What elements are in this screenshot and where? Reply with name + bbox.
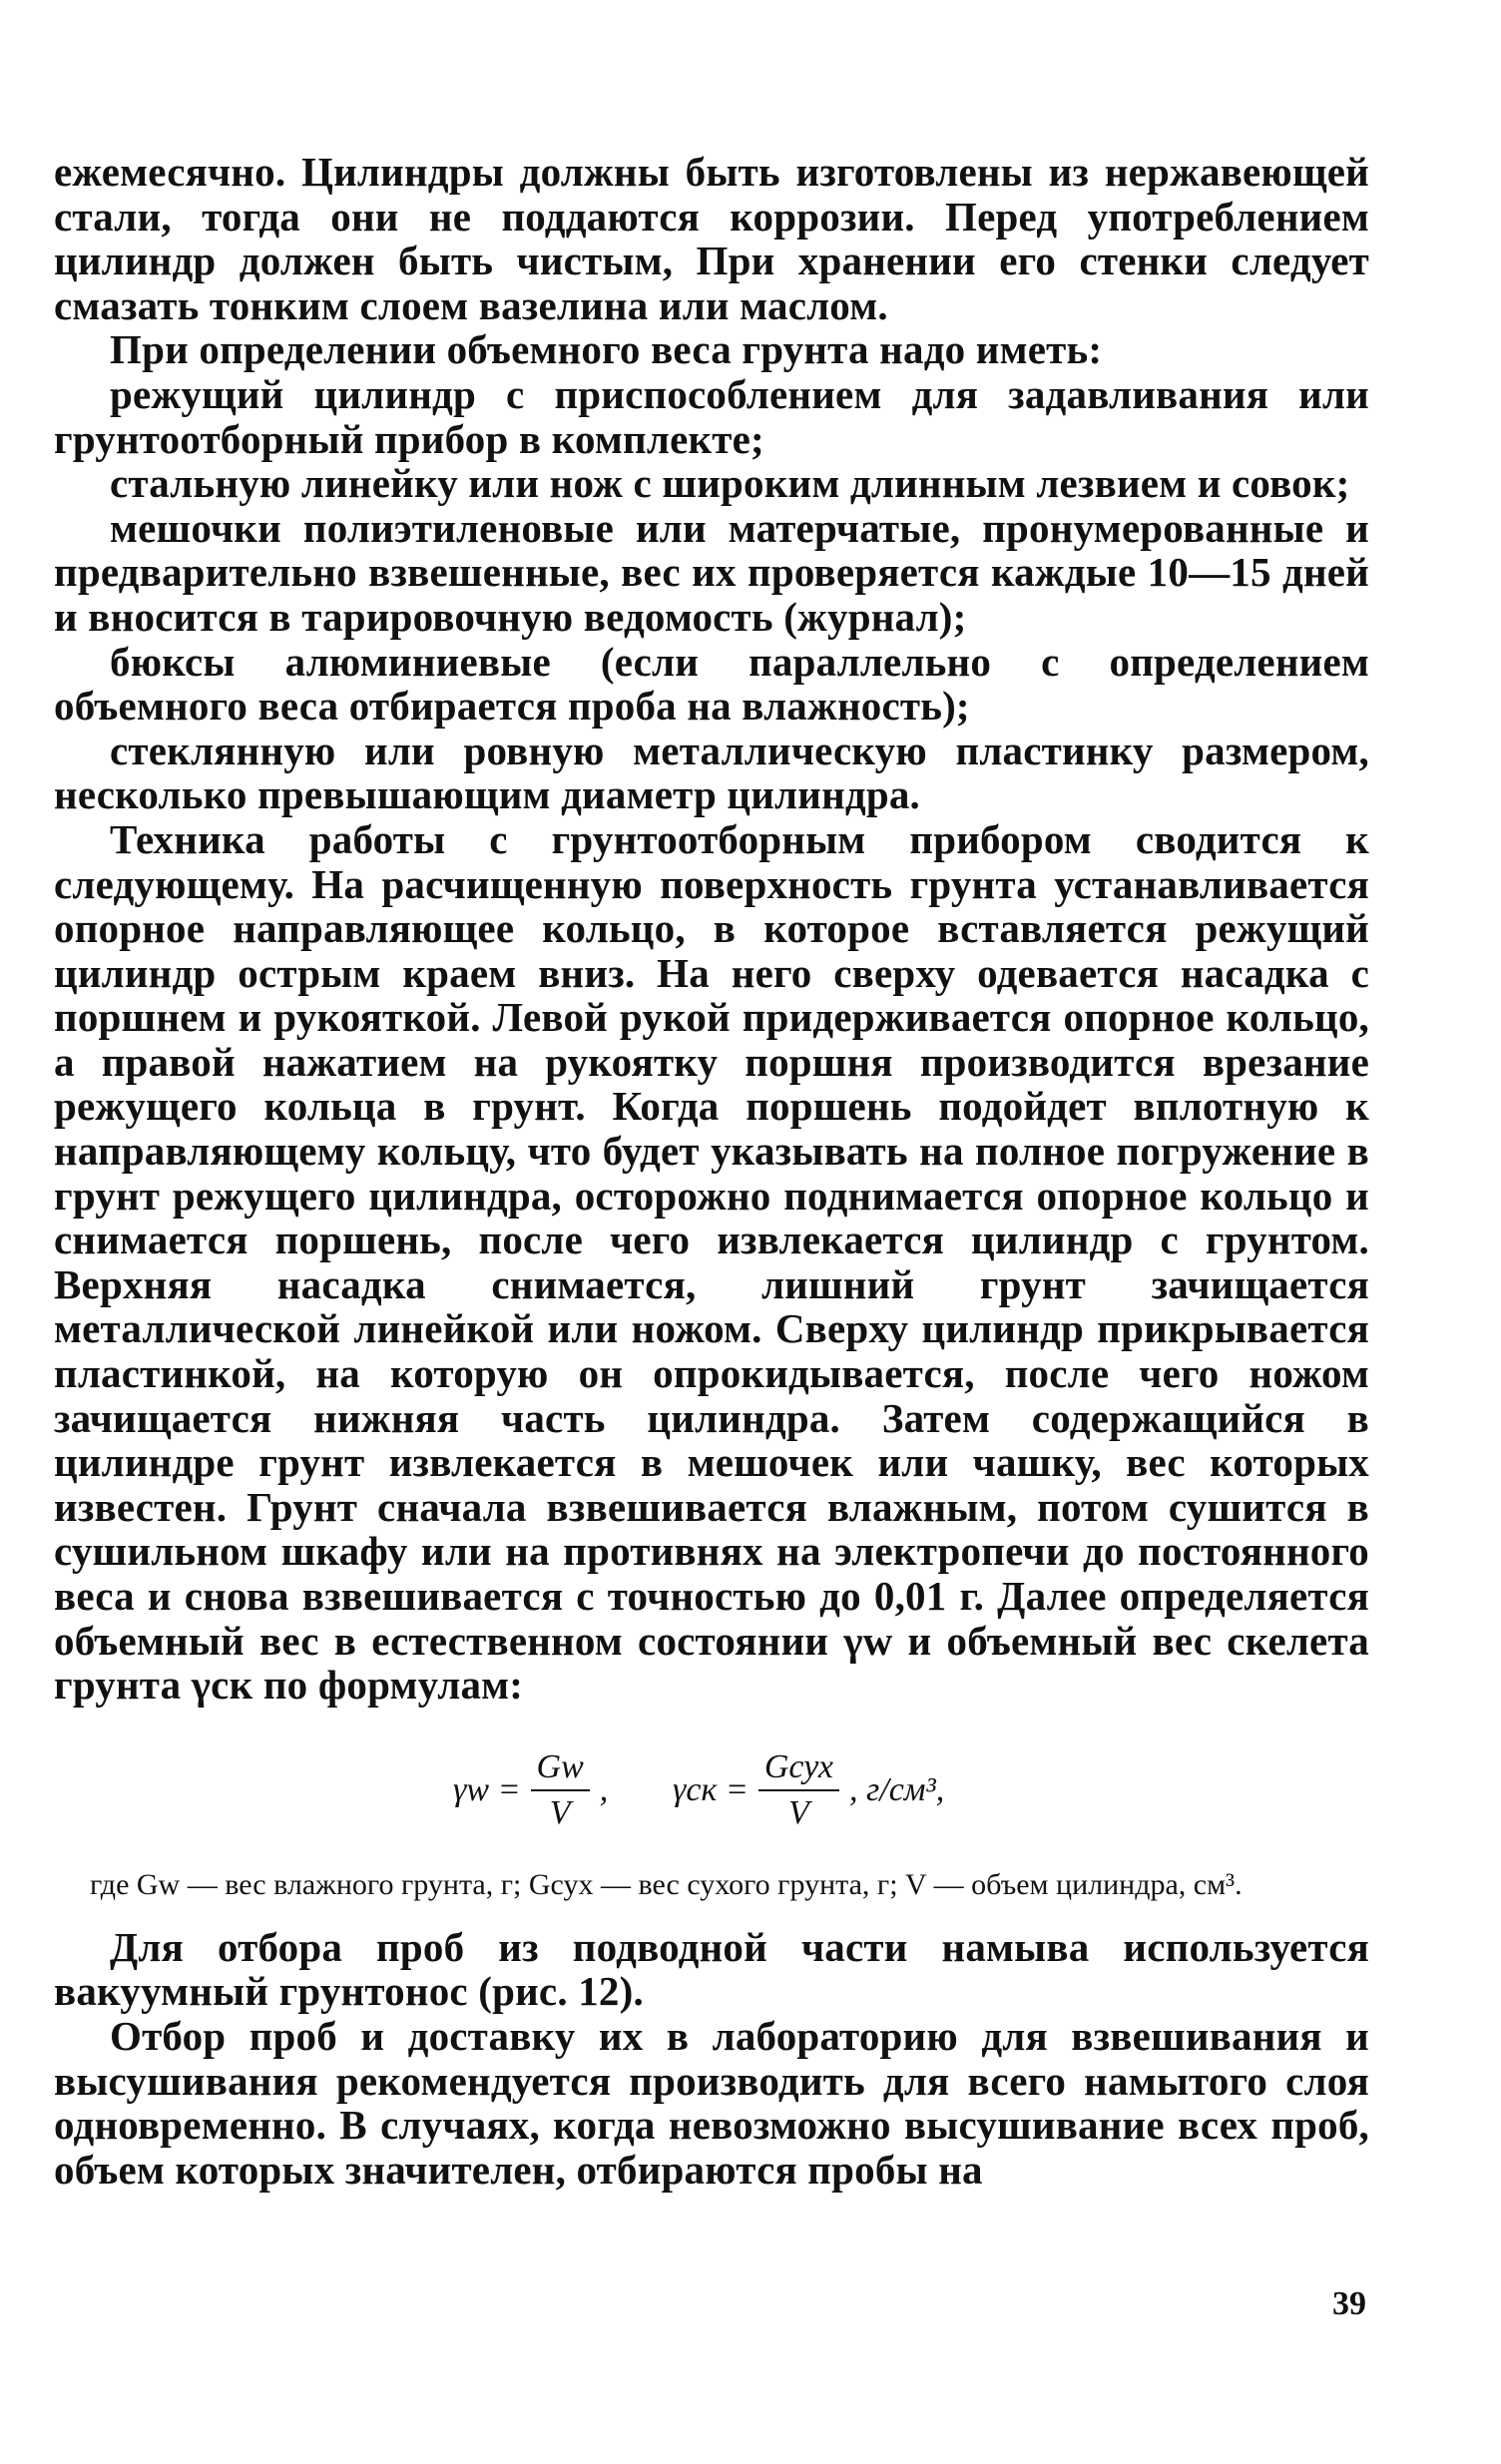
list-item-ruler: стальную линейку или нож с широким длинным лезвием и совок;	[110, 460, 1350, 507]
list-item-plate: стеклянную или ровную металлическую пластинку размером, несколько превышающим диаметр цилиндра.	[54, 727, 1369, 818]
paragraph-vacuum: Для отбора проб из подводной части намыва используется вакуумный грунтонос (рис. 12).	[54, 1923, 1369, 2015]
fraction-1-numerator: Gw	[531, 1747, 590, 1791]
page-body	[54, 150, 1369, 2192]
fraction-1-denominator: V	[549, 1793, 571, 1831]
paragraph-2: При определении объемного веса грунта надо иметь:	[110, 326, 1103, 373]
formula-units: , г/см³,	[849, 1770, 945, 1808]
list-item-boxes: бюксы алюминиевые (если параллельно с определением объемного веса отбирается проба на влажность);	[54, 638, 1369, 730]
formula-lhs-1: γw =	[453, 1770, 521, 1808]
paragraph-technique: Техника работы с грунтоотборным прибором сводится к следующему. На расчищенную поверхность грунта устанавливается опорное направляющее кольцо, в которое вставляется режущий цилиндр острым краем вниз. На него сверху одевается насадка с поршнем и рукояткой. Левой рукой придерживается опорное кольцо, а правой нажатием на рукоятку поршня производится врезание режущего кольца в грунт. Когда поршень подойдет вплотную к направляющему кольцу, что будет указывать на полное погружение в грунт режущего цилиндра, осторожно поднимается опорное кольцо и снимается поршень, после чего извлекается цилиндр с грунтом. Верхняя насадка снимается, лишний грунт зачищается металлической линейкой или ножом. Сверху цилиндр прикрывается пластинкой, на которую он опрокидывается, после чего ножом зачищается нижняя часть цилиндра. Затем содержащийся в цилиндре грунт извлекается в мешочек или чашку, вес которых известен. Грунт сначала взвешивается влажным, потом сушится в сушильном шкафу или на противнях на электропечи до постоянного веса и снова взвешивается с точностью до 0,01 г. Далее определяется объемный вес в естественном состоянии γw и объемный вес скелета грунта γск по формулам:	[54, 815, 1369, 1709]
page-number: 39	[1332, 2285, 1366, 2322]
list-item-bags: мешочки полиэтиленовые или матерчатые, пронумерованные и предварительно взвешенные, вес их проверяется каждые 10—15 дней и вносится в тарировочную ведомость (журнал);	[54, 504, 1369, 640]
formula-separator: ,	[599, 1770, 609, 1808]
fraction-2-numerator: Gсух	[758, 1747, 839, 1791]
fraction-2	[758, 1747, 839, 1833]
list-item-cylinder: режущий цилиндр с приспособлением для задавливания или грунтоотборный прибор в комплекте;	[54, 370, 1369, 462]
formula-gamma-sk	[673, 1735, 944, 1845]
formula-note: где Gw — вес влажного грунта, г; Gсух — вес сухого грунта, г; V — объем цилиндра, см³.	[90, 1867, 1243, 1901]
formula-gamma-w	[453, 1735, 608, 1845]
formula-block	[54, 1735, 1369, 1845]
formula-lhs-2: γск =	[673, 1770, 749, 1808]
fraction-1	[531, 1747, 590, 1833]
paragraph-sampling: Отбор проб и доставку их в лабораторию для взвешивания и высушивания рекомендуется производить для всего намытого слоя одновременно. В случаях, когда невозможно высушивание всех проб, объем которых значителен, отбираются пробы на	[54, 2012, 1369, 2193]
paragraph-1: ежемесячно. Цилиндры должны быть изготовлены из нержавеющей стали, тогда они не поддаются коррозии. Перед употреблением цилиндр должен быть чистым, При хранении его стенки следует смазать тонким слоем вазелина или маслом.	[54, 149, 1369, 328]
fraction-2-denominator: V	[788, 1793, 809, 1831]
